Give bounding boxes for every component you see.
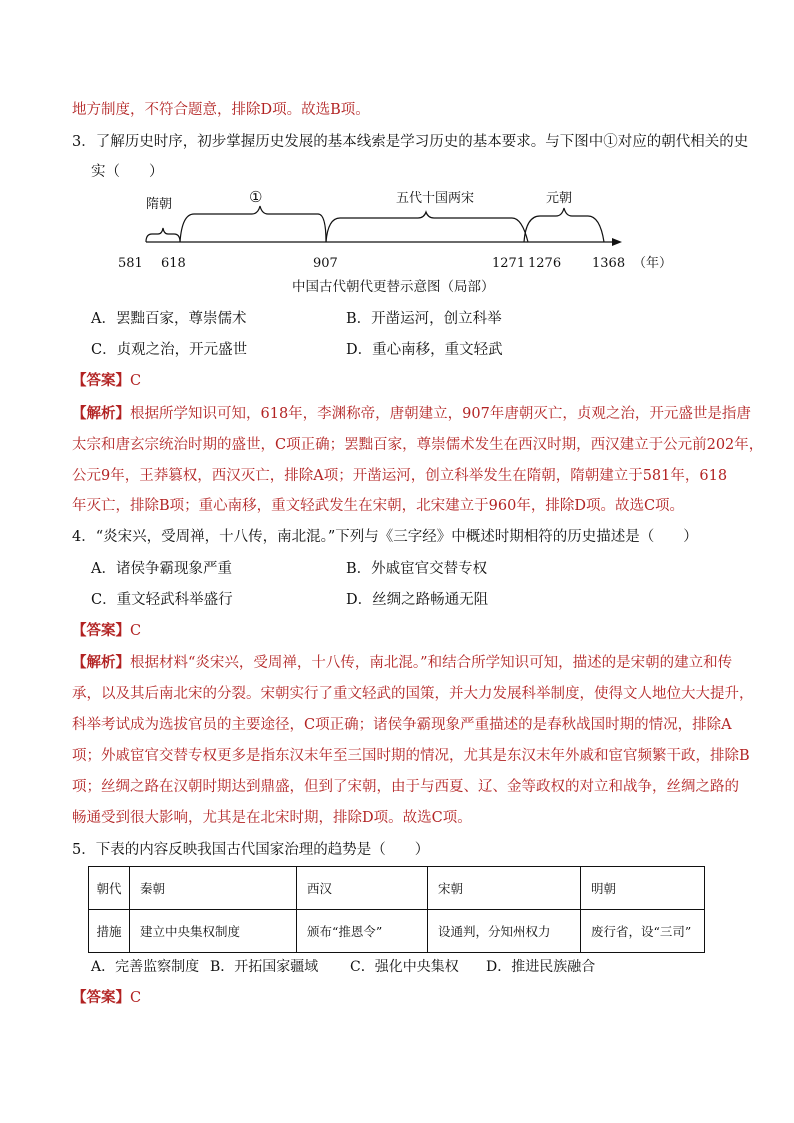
q4-analysis-line1: [72, 653, 732, 673]
q4-analysis-line4: 项；外戚宦官交替专权更多是指东汉末年至三国时期的情况，尤其是东汉末年外戚和宦官频繁干政，排除B: [72, 748, 750, 764]
table-header-cell: 明朝: [581, 867, 705, 910]
q5-table: [88, 866, 705, 953]
label-sui: 隋朝: [146, 197, 173, 212]
year-618: 618: [161, 256, 186, 271]
q5-option-d: D．推进民族融合: [486, 959, 596, 975]
q5-option-b: B．开拓国家疆域: [210, 959, 319, 975]
table-cell: 建立中央集权制度: [130, 910, 297, 953]
q3-option-c: C．贞观之治，开元盛世: [91, 342, 248, 358]
q3-analysis-line3: 公元9年，王莽篡权，西汉灭亡，排除A项；开凿运河，创立科举发生在隋朝，隋朝建立于581年，618: [72, 468, 728, 484]
q5-answer: [72, 988, 141, 1008]
q3-answer-value: C: [130, 373, 142, 389]
q3-option-d: D．重心南移，重文轻武: [346, 342, 503, 358]
year-1368: 1368: [592, 256, 626, 271]
label-circle1: ①: [249, 188, 263, 206]
q3-analysis-line4: 年灭亡，排除B项；重心南移，重文轻武发生在宋朝，北宋建立于960年，排除D项。故选C项。: [72, 498, 685, 514]
q4-analysis-line6: 畅通受到很大影响，尤其是在北宋时期，排除D项。故选C项。: [72, 810, 472, 826]
q4-analysis-line5: 项；丝绸之路在汉朝时期达到鼎盛，但到了宋朝，由于与西夏、辽、金等政权的对立和战争，丝绸之路的: [72, 779, 739, 795]
q3-analysis-line2: 太宗和唐玄宗统治时期的盛世，C项正确；罢黜百家，尊崇儒术发生在西汉时期，西汉建立于公元前202年，: [72, 437, 764, 453]
q3-analysis-line1: [72, 404, 751, 424]
brace-sui: [146, 228, 180, 242]
table-cell: 颁布“推恩令”: [297, 910, 428, 953]
label-yuan: 元朝: [546, 191, 573, 206]
table-header-cell: 宋朝: [428, 867, 581, 910]
table-row: [89, 910, 705, 953]
table-header-cell: 朝代: [89, 867, 130, 910]
q4-option-a: A．诸侯争霸现象严重: [91, 561, 232, 577]
q4-option-c: C．重文轻武科举盛行: [91, 592, 233, 608]
timeline-arrow: [612, 238, 622, 246]
brace-wudai: [326, 212, 528, 242]
q4-analysis-tag: 【解析】: [72, 654, 130, 671]
q4-answer-value: C: [130, 623, 142, 639]
q3-figure-caption: 中国古代朝代更替示意图（局部）: [292, 279, 495, 295]
q5-stem: 5．下表的内容反映我国古代国家治理的趋势是（ ）: [72, 842, 430, 858]
q5-answer-tag: 【答案】: [72, 989, 130, 1006]
q4-option-b: B．外戚宦官交替专权: [346, 561, 488, 577]
q3-option-b: B．开凿运河，创立科举: [346, 311, 502, 327]
q4-analysis-line2: 承，以及其后南北宋的分裂。宋朝实行了重文轻武的国策，并大力发展科举制度，使得文人地位大大提升，: [72, 686, 754, 702]
q3-answer: [72, 371, 141, 391]
q3-timeline-diagram: [0, 180, 794, 280]
q5-answer-value: C: [130, 990, 142, 1006]
q4-stem: 4．“炎宋兴，受周禅，十八传，南北混。”下列与《三字经》中概述时期相符的历史描述是（ ）: [72, 529, 698, 545]
brace-yuan: [524, 208, 604, 242]
table-header-cell: 秦朝: [130, 867, 297, 910]
year-1271: 1271: [492, 256, 526, 271]
q5-option-c: C．强化中央集权: [350, 959, 459, 975]
year-unit: （年）: [633, 256, 673, 271]
q4-answer: [72, 621, 141, 641]
table-header-row: [89, 867, 705, 910]
label-wudai: 五代十国两宋: [396, 191, 475, 206]
table-header-cell: 西汉: [297, 867, 428, 910]
brace-circle1: [180, 206, 326, 242]
q4-option-d: D．丝绸之路畅通无阻: [346, 592, 489, 608]
table-cell: 措施: [89, 910, 130, 953]
q4-analysis-line3: 科举考试成为选拔官员的主要途径，C项正确；诸侯争霸现象严重描述的是春秋战国时期的情况，排除A: [72, 717, 732, 733]
q5-option-a: A．完善监察制度: [91, 959, 200, 975]
table-cell: 设通判，分知州权力: [428, 910, 581, 953]
previous-analysis-tail: 地方制度，不符合题意，排除D项。故选B项。: [72, 102, 370, 118]
q3-analysis-tag: 【解析】: [72, 405, 130, 422]
q3-analysis-text1: 根据所学知识可知，618年，李渊称帝，唐朝建立，907年唐朝灭亡，贞观之治，开元盛世是指唐: [130, 406, 751, 422]
q4-answer-tag: 【答案】: [72, 622, 130, 639]
q3-stem-line1: 3．了解历史时序，初步掌握历史发展的基本线索是学习历史的基本要求。与下图中①对应的朝代相关的史: [72, 134, 749, 150]
q3-answer-tag: 【答案】: [72, 372, 130, 389]
year-581: 581: [118, 256, 143, 271]
table-cell: 废行省，设“三司”: [581, 910, 705, 953]
q4-analysis-text1: 根据材料“炎宋兴，受周禅，十八传，南北混。”和结合所学知识可知，描述的是宋朝的建立和传: [130, 655, 733, 671]
q3-stem-line2: 实（ ）: [91, 164, 164, 180]
q3-option-a: A．罢黜百家，尊崇儒术: [91, 311, 247, 327]
year-1276: 1276: [528, 256, 562, 271]
year-907: 907: [313, 256, 338, 271]
